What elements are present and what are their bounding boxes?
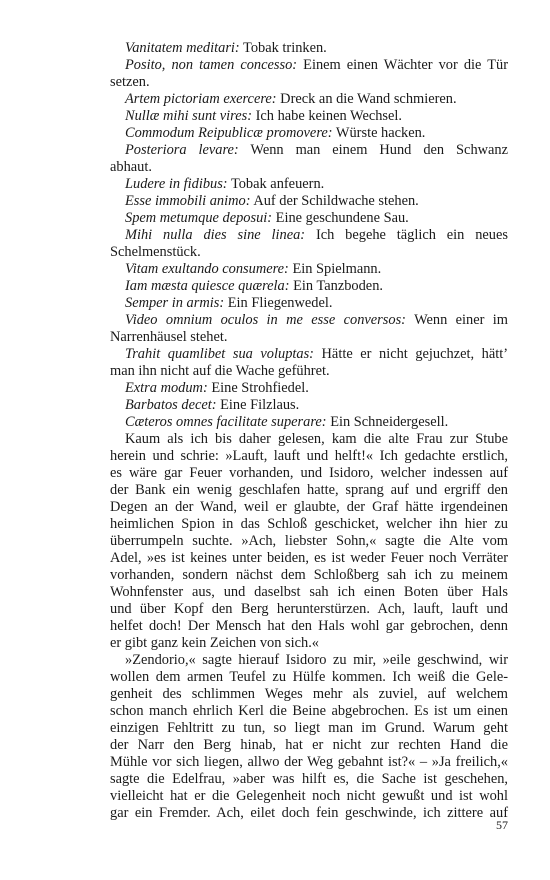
line-text: der Narr den Berg hinab, hat er nicht zur rechten Hand die: [110, 737, 508, 753]
text-line: [110, 363, 508, 380]
text-line: [125, 125, 508, 142]
line-text: er gibt ganz kein Zeichen von sich.«: [110, 635, 319, 651]
line-text: Auf der Schildwache stehen.: [250, 193, 419, 209]
text-line: [110, 465, 508, 482]
text-line: [110, 499, 508, 516]
text-line: [110, 159, 508, 176]
text-line: [110, 329, 508, 346]
latin-phrase: Nullæ mihi sunt vires:: [125, 108, 252, 124]
line-text: Ich habe keinen Wechsel.: [252, 108, 403, 124]
line-text: und über Kopf den Berg herunterstürzen. Ach, lauft, lauft und: [110, 601, 508, 617]
line-text: abhaut.: [110, 159, 152, 175]
text-line: [125, 295, 508, 312]
line-text: Tobak trinken.: [239, 40, 327, 56]
line-text: Wenn einer im: [405, 312, 508, 328]
latin-phrase: Trahit quamlibet sua voluptas:: [125, 346, 314, 362]
text-line: [110, 754, 508, 771]
latin-phrase: Semper in armis:: [125, 295, 225, 311]
text-line: [125, 380, 508, 397]
line-text: Eine Strohfiedel.: [207, 380, 309, 396]
latin-phrase: Vanitatem meditari:: [125, 40, 240, 56]
text-line: [125, 40, 508, 57]
latin-phrase: Mihi nulla dies sine linea:: [125, 227, 306, 243]
line-text: gar ein Fremder. Ach, eilet doch fein geschwinde, ich zittere auf: [110, 805, 508, 821]
text-line: [110, 737, 508, 754]
text-line: [110, 567, 508, 584]
text-line: [125, 91, 508, 108]
text-line: [110, 805, 508, 822]
line-text: wollen dem armen Teufel zu Hülfe kommen. Ich weiß die Gele-: [110, 669, 508, 685]
latin-phrase: Cæteros omnes facilitate superare:: [125, 414, 327, 430]
text-line: [125, 346, 508, 363]
latin-phrase: Commodum Reipublicæ promovere:: [125, 125, 333, 141]
text-line: [110, 550, 508, 567]
text-line: [125, 414, 508, 431]
line-text: Kaum als ich bis daher gelesen, kam die alte Frau zur Stube: [125, 431, 508, 447]
line-text: Ich begehe täglich ein neues: [305, 227, 508, 243]
line-text: Degen an der Wand, weil er glaubte, der Graf hätte irgendeinen: [110, 499, 508, 515]
text-line: [125, 108, 508, 125]
text-line: [110, 533, 508, 550]
line-text: Narrenhäusel stehet.: [110, 329, 228, 345]
line-text: Würste hacken.: [332, 125, 426, 141]
line-text: Schelmenstück.: [110, 244, 201, 260]
text-line: [110, 669, 508, 686]
text-line: [125, 652, 508, 669]
latin-phrase: Spem metumque deposui:: [125, 210, 273, 226]
line-text: Eine Filzlaus.: [216, 397, 300, 413]
text-line: [125, 261, 508, 278]
line-text: Eine geschundene Sau.: [272, 210, 409, 226]
text-line: [110, 584, 508, 601]
line-text: Wohnfenster aus, und daselbst sah ich einen Boten über Hals: [110, 584, 508, 600]
line-text: man ihn nicht auf die Wache geführet.: [110, 363, 330, 379]
line-text: der Bank ein wenig geschlafen hatte, sprang auf und ergriff den: [110, 482, 508, 498]
text-line: [125, 57, 508, 74]
text-line: [110, 601, 508, 618]
text-line: [125, 227, 508, 244]
text-line: [110, 686, 508, 703]
line-text: Ein Fliegenwedel.: [224, 295, 333, 311]
line-text: helfet doch! Der Mensch hat den Hals wohl gar gebrochen, denn: [110, 618, 508, 634]
text-line: [110, 703, 508, 720]
text-line: [110, 720, 508, 737]
line-text: Adel, »es ist keines unter beiden, es ist weder Feuer noch Verräter: [110, 550, 508, 566]
latin-phrase: Ludere in fidibus:: [125, 176, 228, 192]
latin-phrase: Esse immobili animo:: [125, 193, 251, 209]
line-text: »Zendorio,« sagte hierauf Isidoro zu mir, »eile geschwind, wir: [125, 652, 508, 668]
page-number: 57: [496, 818, 508, 832]
latin-phrase: Extra modum:: [125, 380, 208, 396]
text-line: [110, 618, 508, 635]
text-line: [125, 278, 508, 295]
latin-phrase: Artem pictoriam exercere:: [125, 91, 277, 107]
line-text: setzen.: [110, 74, 150, 90]
line-text: vielleicht hat er die Gelegenheit noch nicht gewußt und ist wohl: [110, 788, 508, 804]
line-text: vorhanden, sondern nächst dem Schloßberg sah ich zu meinem: [110, 567, 508, 583]
text-line: [110, 448, 508, 465]
line-text: herein und schrie: »Lauft, lauft und helft!« Ich gedachte erstlich,: [110, 448, 508, 464]
line-text: Hätte er nicht gejuchzet, hätt’: [313, 346, 508, 362]
line-text: Tobak anfeuern.: [227, 176, 325, 192]
line-text: Mühle vor sich liegen, allwo der Weg gebahnt ist?« – »Ja freilich,«: [110, 754, 508, 770]
line-text: Einem einen Wächter vor die Tür: [297, 57, 508, 73]
text-line: [125, 142, 508, 159]
line-text: Dreck an die Wand schmieren.: [276, 91, 457, 107]
line-text: sagte die Edelfrau, »aber was hilft es, die Sache ist geschehen,: [110, 771, 508, 787]
line-text: überrumpeln suchte. »Ach, liebster Sohn,« sagte die Alte vom: [110, 533, 508, 549]
latin-phrase: Vitam exultando consumere:: [125, 261, 289, 277]
line-text: es wäre gar Feuer vorhanden, und Isidoro, welcher indessen auf: [110, 465, 508, 481]
line-text: Ein Spielmann.: [288, 261, 382, 277]
latin-phrase: Posito, non tamen concesso:: [125, 57, 298, 73]
latin-phrase: Iam mæsta quiesce quærela:: [125, 278, 290, 294]
line-text: genheit des schlimmen Weges mehr als zuviel, auf welchem: [110, 686, 508, 702]
text-line: [125, 193, 508, 210]
latin-phrase: Video omnium oculos in me esse conversos:: [125, 312, 406, 328]
text-line: [125, 210, 508, 227]
text-line: [110, 788, 508, 805]
text-line: [110, 74, 508, 91]
text-line: [125, 431, 508, 448]
text-line: [125, 397, 508, 414]
text-line: [110, 516, 508, 533]
text-line: [110, 771, 508, 788]
line-text: einzigen Fehltritt zu tun, so liegt man im Grund. Warum geht: [110, 720, 508, 736]
line-text: Wenn man einem Hund den Schwanz: [238, 142, 508, 158]
latin-phrase: Barbatos decet:: [125, 397, 217, 413]
line-text: heimlichen Spion in das Schloß geschicket, welcher ihn hier zu: [110, 516, 508, 532]
line-text: schon manch ehrlich Kerl die Beine abgebrochen. Es ist um einen: [110, 703, 508, 719]
text-line: [125, 176, 508, 193]
text-line: [110, 244, 508, 261]
text-line: [125, 312, 508, 329]
text-line: [110, 482, 508, 499]
text-line: [110, 635, 508, 652]
line-text: Ein Schneidergesell.: [326, 414, 449, 430]
latin-phrase: Posteriora levare:: [125, 142, 239, 158]
line-text: Ein Tanzboden.: [289, 278, 383, 294]
